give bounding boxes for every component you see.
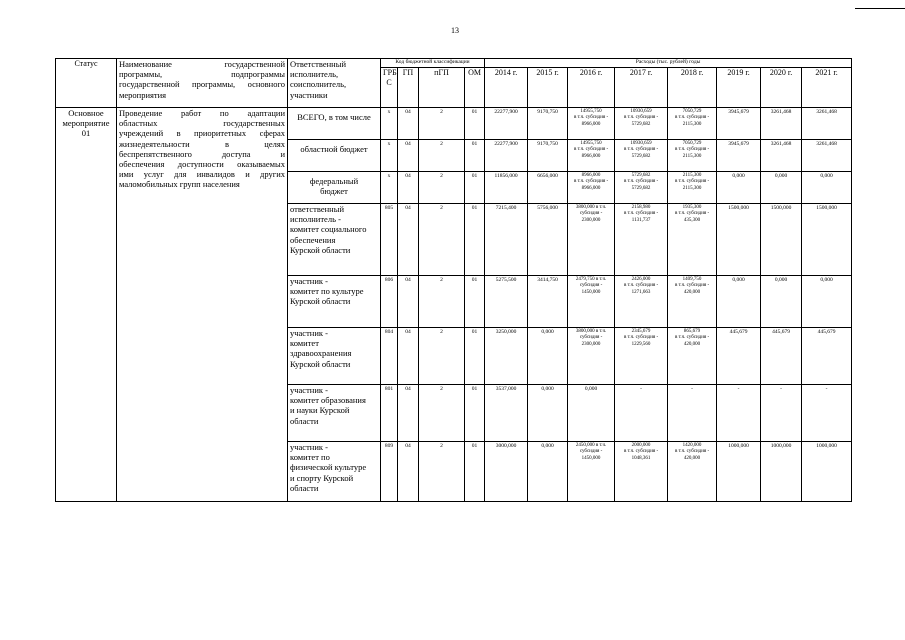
amount-2017-cell xyxy=(615,442,668,502)
code-pgp-cell: 2 xyxy=(419,442,465,502)
amount-2021-cell xyxy=(802,172,852,204)
amount-2014-cell xyxy=(485,172,528,204)
responsible-line: участник - xyxy=(290,276,328,286)
amount-line: 2115,300 xyxy=(682,173,702,178)
amount-line: 10930,659 xyxy=(630,109,652,114)
code-gp-cell: 04 xyxy=(398,328,419,385)
code-om-cell: 01 xyxy=(465,172,485,204)
header-gp: ГП xyxy=(398,68,419,108)
amount-2018-cell xyxy=(668,328,717,385)
amount-2016-cell xyxy=(568,442,615,502)
code-om-cell: 01 xyxy=(465,328,485,385)
amount-2018-cell xyxy=(668,108,717,140)
code-pgp-cell: 2 xyxy=(419,328,465,385)
amount-line: - xyxy=(640,386,642,392)
amount-2021-cell xyxy=(802,385,852,442)
amount-line: 3800,000 в т.ч. xyxy=(575,205,607,210)
amount-line: 0,000 xyxy=(732,173,745,179)
code-om-cell: 01 xyxy=(465,385,485,442)
responsible-cell xyxy=(288,442,381,502)
amount-line: 9170,750 xyxy=(537,141,558,147)
code-gp-cell: 04 xyxy=(398,172,419,204)
amount-line: в т.ч. субсидия - xyxy=(623,115,659,121)
code-gp-cell: 04 xyxy=(398,140,419,172)
amount-line: 3945,679 xyxy=(728,109,749,115)
amount-line: 1000,000 xyxy=(728,443,749,449)
amount-line: 2000,000 xyxy=(631,443,651,448)
amount-2014-cell xyxy=(485,442,528,502)
amount-2015-cell xyxy=(528,140,568,172)
code-pgp-cell: 2 xyxy=(419,204,465,276)
responsible-line: и науки Курской xyxy=(290,405,350,416)
responsible-line: обеспечения xyxy=(290,234,336,245)
amount-line: 3414,750 xyxy=(537,277,558,283)
header-name xyxy=(117,59,288,108)
responsible-line: федеральный xyxy=(309,176,359,186)
amount-2017-cell xyxy=(615,108,668,140)
amount-2014-cell xyxy=(485,276,528,328)
amount-line: 8966,000 xyxy=(581,153,601,159)
status-line: мероприятие xyxy=(62,118,110,129)
amount-line: 5756,000 xyxy=(537,205,558,211)
code-grbs-cell: 801 xyxy=(381,385,398,442)
responsible-cell xyxy=(288,204,381,276)
page-number: 13 xyxy=(451,26,459,35)
code-om-cell: 01 xyxy=(465,442,485,502)
amount-2016-cell xyxy=(568,108,615,140)
amount-2014-cell xyxy=(485,385,528,442)
amount-line: 5729,682 xyxy=(631,185,651,191)
amount-line: субсидия - xyxy=(579,283,603,289)
amount-line: 2115,300 xyxy=(682,153,702,159)
amount-line: в т.ч. субсидия - xyxy=(623,147,659,153)
amount-2015-cell xyxy=(528,328,568,385)
amount-2020-cell xyxy=(761,442,802,502)
amount-line: субсидия - xyxy=(579,449,603,455)
code-om-cell: 01 xyxy=(465,276,485,328)
amount-line: 420,000 xyxy=(683,289,701,295)
amount-line: 8966,000 xyxy=(581,121,601,127)
activity-line: жизнедеятельности в целях xyxy=(119,138,285,149)
amount-line: 0,000 xyxy=(820,173,833,179)
responsible-line: бюджет xyxy=(320,186,348,197)
amount-line: 7050,729 xyxy=(682,109,702,114)
code-gp-cell: 04 xyxy=(398,385,419,442)
amount-2019-cell xyxy=(717,276,761,328)
header-row-top xyxy=(56,59,852,68)
amount-line: 0,000 xyxy=(774,173,788,179)
responsible-line: комитет по культуре xyxy=(290,286,364,297)
amount-line: 1409,750 xyxy=(682,277,702,282)
amount-line: 10930,659 xyxy=(630,141,652,146)
amount-line: 3261,468 xyxy=(770,109,792,115)
amount-line: 420,000 xyxy=(683,341,701,347)
amount-line: 0,000 xyxy=(732,277,745,283)
amount-line: 3261,468 xyxy=(816,109,837,115)
header-year-2016: 2016 г. xyxy=(568,68,615,108)
amount-2015-cell xyxy=(528,172,568,204)
amount-line: 0,000 xyxy=(541,329,554,335)
responsible-cell xyxy=(288,328,381,385)
amount-2016-cell xyxy=(568,385,615,442)
responsible-cell xyxy=(288,140,381,172)
header-year-2018: 2018 г. xyxy=(668,68,717,108)
responsible-cell xyxy=(288,172,381,204)
code-pgp-cell: 2 xyxy=(419,385,465,442)
amount-line: 22277,900 xyxy=(494,109,518,115)
responsible-line: области xyxy=(290,415,319,426)
status-cell xyxy=(56,108,117,502)
amount-line: 11856,000 xyxy=(494,173,518,179)
amount-2017-cell xyxy=(615,172,668,204)
header-budget-code: Код бюджетной классификации xyxy=(381,59,485,68)
header-responsible-line: исполнитель, xyxy=(290,69,339,80)
amount-line: 3000,000 xyxy=(495,443,517,449)
amount-line: 1420,000 xyxy=(682,443,702,448)
amount-2017-cell xyxy=(615,328,668,385)
amount-line: в т.ч. субсидия - xyxy=(623,283,659,289)
amount-2018-cell xyxy=(668,385,717,442)
amount-line: в т.ч. субсидия - xyxy=(674,283,710,289)
responsible-line: ответственный xyxy=(290,204,344,214)
code-grbs-cell: x xyxy=(381,108,398,140)
amount-2014-cell xyxy=(485,140,528,172)
amount-line: 0,000 xyxy=(774,277,788,283)
code-pgp-cell: 2 xyxy=(419,140,465,172)
amount-line: 445,679 xyxy=(772,329,790,335)
amount-2020-cell xyxy=(761,276,802,328)
header-responsible xyxy=(288,59,381,108)
header-responsible-line: соисполнитель, xyxy=(290,79,347,90)
header-year-2020: 2020 г. xyxy=(761,68,802,108)
amount-line: 2115,300 xyxy=(682,121,702,127)
activity-line: Проведение работ по адаптации xyxy=(119,108,285,118)
responsible-line: комитет по xyxy=(290,452,330,463)
activity-line: маломобильных групп населения xyxy=(119,179,240,190)
header-expenses: Расходы (тыс. рублей) годы xyxy=(485,59,852,68)
header-name-line: программы, подпрограммы xyxy=(119,69,285,80)
amount-2021-cell xyxy=(802,140,852,172)
amount-line: 0,000 xyxy=(541,386,554,392)
responsible-line: исполнитель - xyxy=(290,214,341,225)
amount-line: 865,679 xyxy=(683,329,701,334)
header-name-line: мероприятия xyxy=(119,89,167,100)
amount-line: 1229,560 xyxy=(631,341,651,347)
amount-2017-cell xyxy=(615,276,668,328)
amount-line: - xyxy=(691,386,693,392)
amount-line: 0,000 xyxy=(584,386,598,392)
header-status: Статус xyxy=(56,59,117,108)
amount-2020-cell xyxy=(761,108,802,140)
amount-2016-cell xyxy=(568,140,615,172)
responsible-line: участник - xyxy=(290,328,328,338)
amount-2018-cell xyxy=(668,276,717,328)
amount-2021-cell xyxy=(802,276,852,328)
amount-line: 1935,300 xyxy=(682,205,702,210)
status-line: 01 xyxy=(81,128,91,139)
amount-2015-cell xyxy=(528,276,568,328)
activity-line: обеспечения доступности оказываемых xyxy=(119,158,285,169)
amount-2017-cell xyxy=(615,140,668,172)
amount-line: 1271,663 xyxy=(631,289,651,295)
responsible-cell xyxy=(288,108,381,140)
responsible-line: Курской области xyxy=(290,296,351,307)
header-year-2017: 2017 г. xyxy=(615,68,668,108)
amount-2020-cell xyxy=(761,172,802,204)
table-row xyxy=(56,108,852,140)
header-name-line: Наименование государственной xyxy=(119,59,285,69)
activity-line: ими услуг для инвалидов и других xyxy=(119,169,285,180)
amount-line: 5729,682 xyxy=(631,153,651,159)
amount-line: в т.ч. субсидия - xyxy=(623,179,659,185)
amount-line: 420,000 xyxy=(683,455,701,461)
amount-line: 3800,000 в т.ч. xyxy=(575,329,607,334)
amount-line: 2158,980 xyxy=(631,205,651,210)
amount-line: в т.ч. субсидия - xyxy=(674,335,710,341)
amount-line: 3537,000 xyxy=(495,386,517,392)
amount-line: субсидия - xyxy=(579,211,603,217)
code-grbs-cell: 809 xyxy=(381,442,398,502)
header-grbs: ГРБ С xyxy=(381,68,398,108)
header-year-2021: 2021 г. xyxy=(802,68,852,108)
amount-line: 1500,000 xyxy=(728,205,749,211)
responsible-line: комитет xyxy=(290,338,319,349)
amount-line: 22277,900 xyxy=(494,141,518,147)
code-om-cell: 01 xyxy=(465,108,485,140)
amount-line: 2426,000 xyxy=(631,277,651,282)
code-gp-cell: 04 xyxy=(398,442,419,502)
header-year-2014: 2014 г. xyxy=(485,68,528,108)
amount-line: 6656,000 xyxy=(537,173,558,179)
header-year-2015: 2015 г. xyxy=(528,68,568,108)
amount-line: в т.ч. субсидия - xyxy=(674,179,710,185)
amount-2017-cell xyxy=(615,204,668,276)
amount-2019-cell xyxy=(717,108,761,140)
header-responsible-line: Ответственный xyxy=(290,59,346,69)
code-gp-cell: 04 xyxy=(398,108,419,140)
header-pgp: пГП xyxy=(419,68,465,108)
amount-line: субсидия - xyxy=(579,335,603,341)
amount-2019-cell xyxy=(717,204,761,276)
responsible-line: комитет социального xyxy=(290,224,367,235)
amount-line: в т.ч. субсидия - xyxy=(623,211,659,217)
amount-line: 0,000 xyxy=(820,277,833,283)
code-grbs-cell: x xyxy=(381,140,398,172)
amount-2021-cell xyxy=(802,108,852,140)
amount-line: 2345,679 xyxy=(631,329,651,334)
amount-line: 445,679 xyxy=(817,329,836,335)
amount-line: 9170,750 xyxy=(537,109,558,115)
amount-line: 7050,729 xyxy=(682,141,702,146)
code-gp-cell: 04 xyxy=(398,276,419,328)
amount-line: 3261,468 xyxy=(770,141,792,147)
code-om-cell: 01 xyxy=(465,204,485,276)
code-gp-cell: 04 xyxy=(398,204,419,276)
amount-line: - xyxy=(780,386,782,392)
code-grbs-cell: 806 xyxy=(381,276,398,328)
amount-2019-cell xyxy=(717,385,761,442)
amount-2014-cell xyxy=(485,108,528,140)
amount-line: 2115,300 xyxy=(682,185,702,191)
amount-line: 2450,000 в т.ч. xyxy=(575,443,607,448)
responsible-line: и спорту Курской xyxy=(290,472,354,483)
amount-2015-cell xyxy=(528,442,568,502)
amount-2020-cell xyxy=(761,140,802,172)
code-pgp-cell: 2 xyxy=(419,108,465,140)
amount-line: 2479,750 в т.ч. xyxy=(575,277,607,282)
amount-2014-cell xyxy=(485,328,528,385)
amount-line: в т.ч. субсидия - xyxy=(674,147,710,153)
amount-2020-cell xyxy=(761,328,802,385)
status-line: Основное xyxy=(68,108,104,118)
amount-2017-cell xyxy=(615,385,668,442)
amount-2021-cell xyxy=(802,442,852,502)
amount-line: в т.ч. субсидия - xyxy=(674,115,710,121)
amount-line: 5729,682 xyxy=(631,121,651,127)
amount-line: 1000,000 xyxy=(770,443,792,449)
amount-line: в т.ч. субсидия - xyxy=(674,211,710,217)
amount-2016-cell xyxy=(568,328,615,385)
amount-2018-cell xyxy=(668,204,717,276)
amount-line: в т.ч. субсидия - xyxy=(674,449,710,455)
amount-line: 1450,000 xyxy=(581,289,601,295)
amount-line: 2300,000 xyxy=(581,217,601,223)
amount-line: - xyxy=(825,386,828,392)
amount-2016-cell xyxy=(568,276,615,328)
amount-2019-cell xyxy=(717,172,761,204)
amount-line: 1450,000 xyxy=(581,455,601,461)
amount-line: 5729,682 xyxy=(631,173,651,178)
amount-line: 3250,000 xyxy=(495,329,517,335)
code-pgp-cell: 2 xyxy=(419,276,465,328)
responsible-line: здравоохранения xyxy=(290,348,352,359)
amount-2021-cell xyxy=(802,328,852,385)
responsible-line: Курской области xyxy=(290,358,351,369)
activity-cell xyxy=(117,108,288,502)
code-grbs-cell: 805 xyxy=(381,204,398,276)
responsible-line: комитет образования xyxy=(290,395,366,406)
amount-line: 8966,000 xyxy=(581,185,601,191)
activity-line: областных государственных xyxy=(119,118,285,129)
responsible-cell xyxy=(288,276,381,328)
amount-line: 1048,361 xyxy=(631,455,651,461)
header-year-2019: 2019 г. xyxy=(717,68,761,108)
amount-line: 1131,737 xyxy=(631,217,651,223)
amount-2021-cell xyxy=(802,204,852,276)
responsible-line: Курской области xyxy=(290,244,351,255)
amount-line: 2300,000 xyxy=(581,341,601,347)
amount-2020-cell xyxy=(761,204,802,276)
responsible-line: областной бюджет xyxy=(300,144,368,154)
amount-2019-cell xyxy=(717,442,761,502)
responsible-cell xyxy=(288,385,381,442)
amount-2016-cell xyxy=(568,172,615,204)
amount-line: 1500,000 xyxy=(816,205,837,211)
activity-line: учреждений в приоритетных сферах xyxy=(119,128,285,139)
amount-2018-cell xyxy=(668,442,717,502)
amount-2016-cell xyxy=(568,204,615,276)
amount-2015-cell xyxy=(528,204,568,276)
amount-line: в т.ч. субсидия - xyxy=(623,449,659,455)
amount-line: в т.ч. субсидия - xyxy=(573,179,609,185)
responsible-line: области xyxy=(290,482,319,493)
code-grbs-cell: 804 xyxy=(381,328,398,385)
amount-line: 3945,679 xyxy=(728,141,749,147)
amount-line: 3261,468 xyxy=(816,141,837,147)
top-rule xyxy=(855,8,905,9)
amount-2020-cell xyxy=(761,385,802,442)
amount-line: в т.ч. субсидия - xyxy=(623,335,659,341)
budget-table xyxy=(55,58,852,502)
amount-2019-cell xyxy=(717,140,761,172)
amount-line: 1000,000 xyxy=(816,443,837,449)
amount-line: 435,300 xyxy=(683,217,701,223)
amount-line: 14955,750 xyxy=(580,109,602,114)
amount-line: в т.ч. субсидия - xyxy=(573,147,609,153)
amount-2018-cell xyxy=(668,140,717,172)
amount-2015-cell xyxy=(528,108,568,140)
amount-line: в т.ч. субсидия - xyxy=(573,115,609,121)
header-responsible-line: участники xyxy=(290,89,328,100)
amount-line: 7215,400 xyxy=(495,205,517,211)
responsible-line: физической культуре xyxy=(290,462,367,473)
amount-2018-cell xyxy=(668,172,717,204)
responsible-line: участник - xyxy=(290,442,328,452)
amount-2014-cell xyxy=(485,204,528,276)
responsible-line: ВСЕГО, в том числе xyxy=(297,112,371,122)
amount-2019-cell xyxy=(717,328,761,385)
amount-line: 8966,000 xyxy=(581,173,601,178)
responsible-line: участник - xyxy=(290,385,328,395)
header-name-line: государственной программы, основного xyxy=(119,79,285,90)
activity-line: беспрепятственного доступа и xyxy=(119,148,285,159)
amount-line: 5275,500 xyxy=(495,277,517,283)
amount-line: 14955,750 xyxy=(580,141,602,146)
amount-line: 445,679 xyxy=(729,329,748,335)
amount-line: 0,000 xyxy=(541,443,554,449)
code-pgp-cell: 2 xyxy=(419,172,465,204)
header-om: ОМ xyxy=(465,68,485,108)
amount-line: - xyxy=(737,386,740,392)
code-grbs-cell: x xyxy=(381,172,398,204)
amount-2015-cell xyxy=(528,385,568,442)
amount-line: 1500,000 xyxy=(770,205,792,211)
code-om-cell: 01 xyxy=(465,140,485,172)
